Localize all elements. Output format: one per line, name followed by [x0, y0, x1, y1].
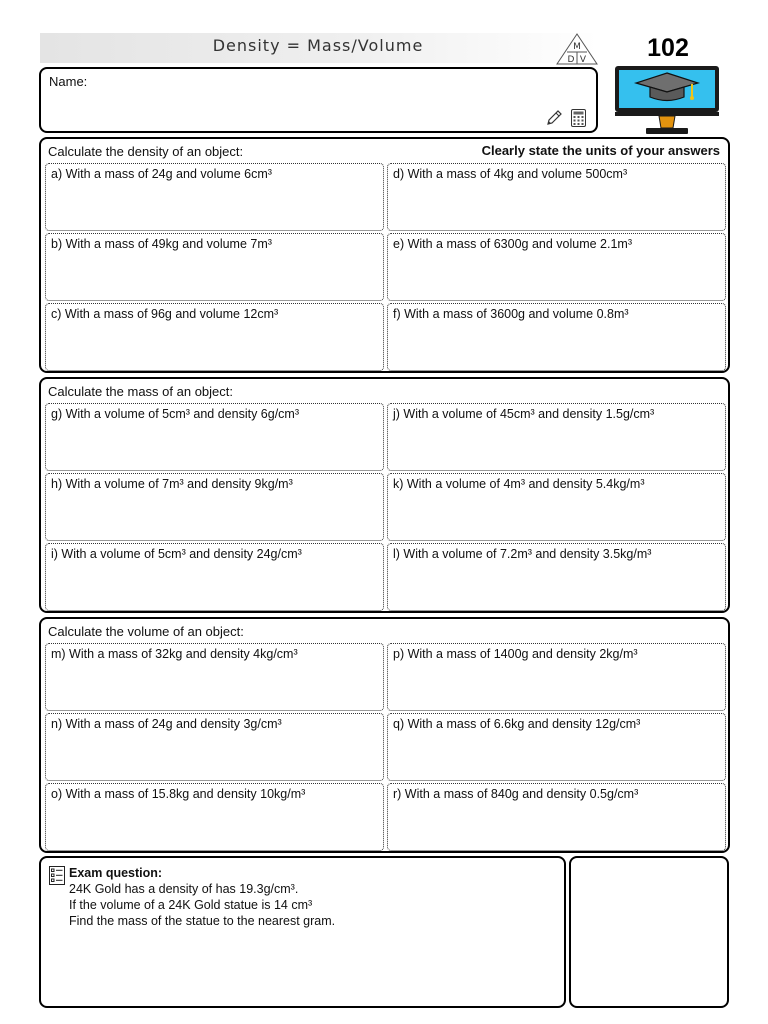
exam-question-box[interactable]	[39, 856, 566, 1008]
question-box[interactable]	[45, 473, 384, 541]
question-box[interactable]	[387, 783, 726, 851]
question-text: n) With a mass of 24g and density 3g/cm³	[51, 717, 282, 731]
question-text: k) With a volume of 4m³ and density 5.4kg/m³	[393, 477, 645, 491]
exam-label: Exam question:	[69, 866, 163, 880]
question-text: a) With a mass of 24g and volume 6cm³	[51, 167, 272, 181]
worksheet-icon	[49, 866, 65, 885]
name-box	[39, 67, 598, 133]
name-label: Name:	[49, 74, 88, 89]
question-text: m) With a mass of 32kg and density 4kg/cm³	[51, 647, 298, 661]
question-box[interactable]	[45, 643, 384, 711]
sheet-number: 102	[647, 34, 689, 62]
question-box[interactable]	[45, 403, 384, 471]
question-box[interactable]	[387, 543, 726, 611]
graduation-monitor-icon	[612, 64, 722, 136]
question-box[interactable]	[387, 713, 726, 781]
question-box[interactable]	[387, 233, 726, 301]
question-text: d) With a mass of 4kg and volume 500cm³	[393, 167, 628, 181]
exam-line: 24K Gold has a density of has 19.3g/cm³.	[69, 882, 299, 896]
question-text: r) With a mass of 840g and density 0.5g/cm³	[393, 787, 639, 801]
question-text: o) With a mass of 15.8kg and density 10kg/m³	[51, 787, 306, 801]
question-text: c) With a mass of 96g and volume 12cm³	[51, 307, 279, 321]
formula-triangle-icon	[556, 33, 598, 65]
volume-section	[39, 617, 730, 853]
question-box[interactable]	[45, 783, 384, 851]
section-title: Calculate the mass of an object:	[48, 384, 233, 399]
question-text: f) With a mass of 3600g and volume 0.8m³	[393, 307, 629, 321]
question-box[interactable]	[387, 163, 726, 231]
question-text: e) With a mass of 6300g and volume 2.1m³	[393, 237, 633, 251]
page-title: Density = Mass/Volume	[212, 36, 424, 55]
triangle-left-letter: D	[567, 55, 575, 65]
density-section	[39, 137, 730, 373]
question-text: q) With a mass of 6.6kg and density 12g/cm³	[393, 717, 641, 731]
question-box[interactable]	[387, 643, 726, 711]
exam-answer-box[interactable]	[569, 856, 729, 1008]
question-text: g) With a volume of 5cm³ and density 6g/cm³	[51, 407, 300, 421]
question-box[interactable]	[45, 543, 384, 611]
question-box[interactable]	[45, 303, 384, 371]
question-box[interactable]	[387, 403, 726, 471]
triangle-right-letter: V	[579, 55, 587, 65]
section-title: Calculate the volume of an object:	[48, 624, 244, 639]
question-box[interactable]	[45, 713, 384, 781]
question-box[interactable]	[45, 233, 384, 301]
question-text: l) With a volume of 7.2m³ and density 3.5kg/m³	[393, 547, 652, 561]
question-text: j) With a volume of 45cm³ and density 1.5g/cm³	[393, 407, 655, 421]
exam-line: If the volume of a 24K Gold statue is 14 cm³	[69, 898, 313, 912]
question-text: b) With a mass of 49kg and volume 7m³	[51, 237, 272, 251]
question-text: p) With a mass of 1400g and density 2kg/m³	[393, 647, 638, 661]
question-text: h) With a volume of 7m³ and density 9kg/m³	[51, 477, 293, 491]
triangle-top-letter: M	[573, 42, 581, 52]
question-text: i) With a volume of 5cm³ and density 24g/cm³	[51, 547, 302, 561]
question-box[interactable]	[45, 163, 384, 231]
pencil-icon	[545, 109, 563, 127]
section-title: Calculate the density of an object:	[48, 144, 244, 159]
mass-section	[39, 377, 730, 613]
units-note: Clearly state the units of your answers	[481, 143, 720, 158]
calculator-icon	[571, 109, 586, 127]
question-box[interactable]	[387, 303, 726, 371]
question-box[interactable]	[387, 473, 726, 541]
exam-line: Find the mass of the statue to the nearest gram.	[69, 914, 336, 928]
